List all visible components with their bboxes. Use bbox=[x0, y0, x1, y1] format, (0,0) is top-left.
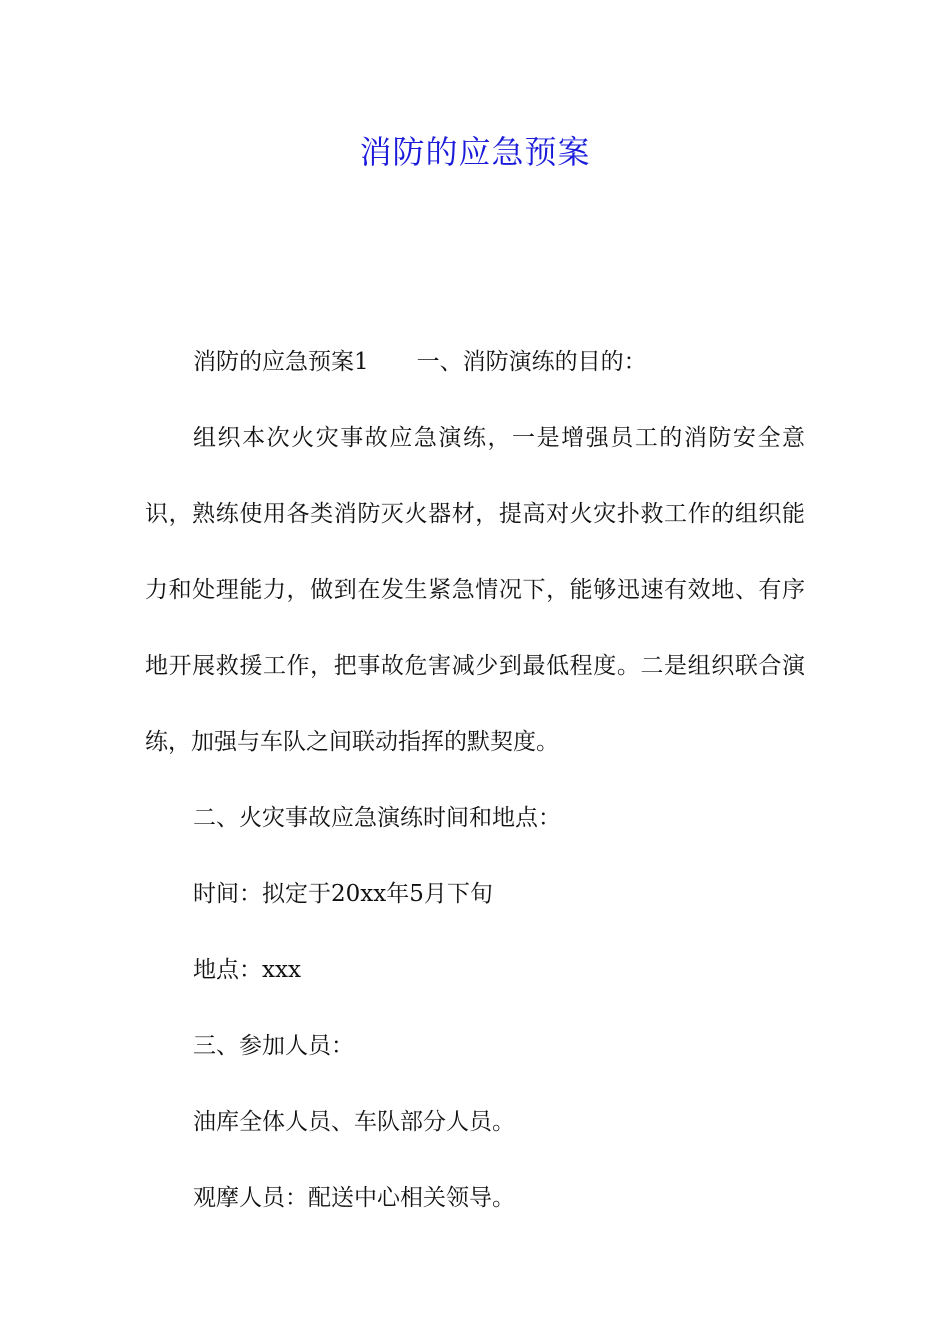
paragraph-participants: 油库全体人员、车队部分人员。 bbox=[193, 1109, 515, 1135]
paragraph-heading-1 bbox=[145, 324, 805, 400]
document-body bbox=[145, 324, 805, 1236]
document-title: 消防的应急预案 bbox=[359, 133, 591, 171]
paragraph-heading-2: 二、火灾事故应急演练时间和地点： bbox=[193, 805, 561, 831]
paragraph-location: 地点：xxx bbox=[193, 957, 301, 983]
section-heading: 一、消防演练的目的： bbox=[416, 349, 647, 375]
paragraph-time: 时间：拟定于20xx年5月下旬 bbox=[193, 881, 493, 907]
section-lead: 消防的应急预案1 bbox=[193, 349, 369, 375]
paragraph-heading-3: 三、参加人员： bbox=[193, 1033, 354, 1059]
paragraph-purpose: 组织本次火灾事故应急演练，一是增强员工的消防安全意识，熟练使用各类消防灭火器材，提高对火灾扑救工作的组织能力和处理能力，做到在发生紧急情况下，能够迅速有效地、有序地开展救援工作，把事故危害减少到最低程度。二是组织联合演练，加强与车队之间联动指挥的默契度。 bbox=[145, 425, 805, 755]
paragraph-observers: 观摩人员：配送中心相关领导。 bbox=[193, 1185, 515, 1211]
